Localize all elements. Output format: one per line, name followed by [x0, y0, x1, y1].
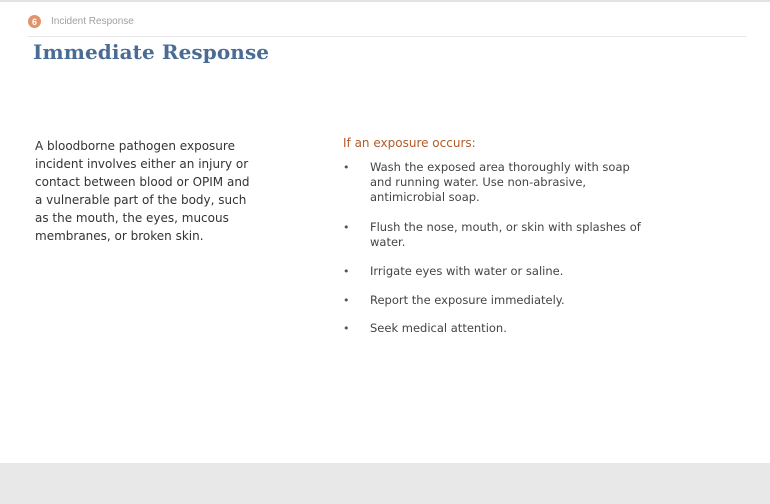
step-irrigate: [343, 264, 653, 279]
step-text: Flush the nose, mouth, or skin with splashes of water.: [370, 220, 641, 249]
bullet-icon: •: [343, 322, 350, 335]
footer-bar: [0, 463, 770, 504]
step-report: [343, 293, 653, 308]
step-seek-attention: [343, 321, 653, 336]
section-name: Incident Response: [51, 16, 134, 27]
step-text: Report the exposure immediately.: [370, 293, 565, 307]
exposure-steps-list: [343, 160, 653, 336]
step-wash: [343, 160, 653, 205]
page-title: Immediate Response: [33, 40, 270, 64]
header-divider: [28, 36, 746, 37]
bullet-icon: •: [343, 221, 350, 234]
section-number-badge: 6: [28, 15, 41, 28]
step-text: Seek medical attention.: [370, 321, 507, 335]
bullet-icon: •: [343, 294, 350, 307]
exposure-steps-heading: If an exposure occurs:: [343, 136, 476, 150]
bullet-icon: •: [343, 161, 350, 174]
exposure-definition-text: A bloodborne pathogen exposure incident involves either an injury or contact between blood or OPIM and a vulnerable part of the body, such as the mouth, the eyes, mucous membranes, or broken skin.: [35, 139, 250, 243]
slide-header: [28, 15, 134, 28]
step-text: Wash the exposed area thoroughly with soap and running water. Use non-abrasive, antimicrobial soap.: [370, 160, 630, 204]
step-flush: [343, 220, 653, 250]
bullet-icon: •: [343, 265, 350, 278]
top-rule: [0, 0, 770, 2]
step-text: Irrigate eyes with water or saline.: [370, 264, 564, 278]
